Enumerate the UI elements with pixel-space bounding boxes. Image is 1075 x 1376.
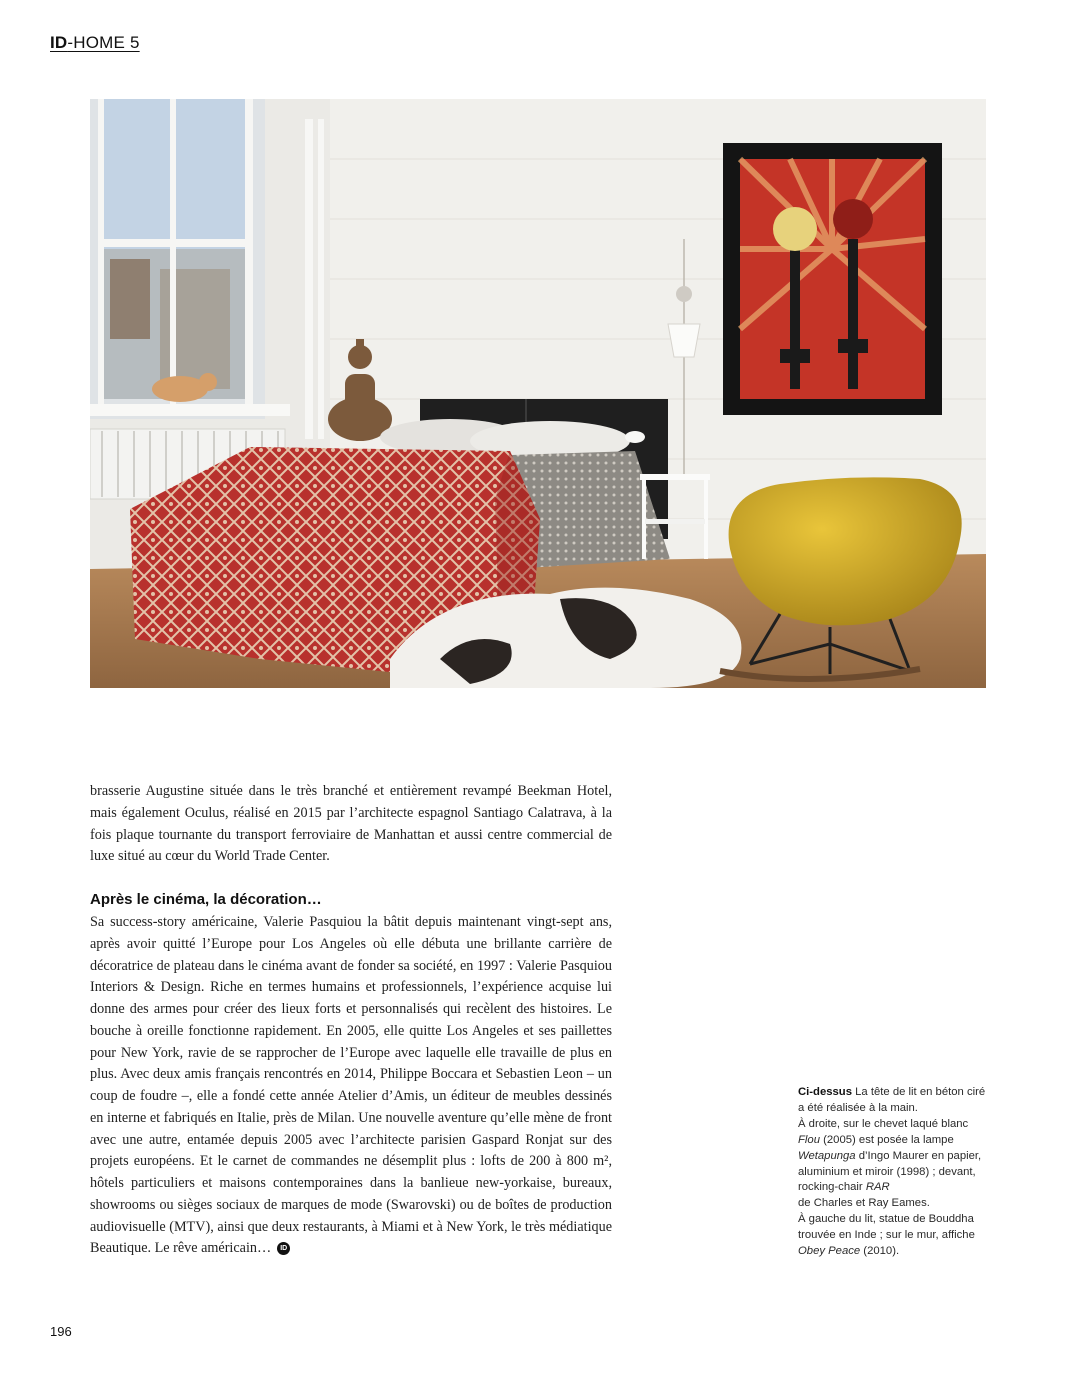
intro-paragraph — [90, 781, 612, 868]
section-subheading: Après le cinéma, la décoration… — [90, 891, 322, 908]
caption-italic-2: Wetapunga — [798, 1149, 856, 1162]
bedroom-photo — [90, 99, 986, 688]
caption-text-3: (2005) est posée la lampe — [819, 1133, 954, 1146]
caption-text-1: La tête de lit en béton ciré a été réalisée à la main. — [798, 1086, 986, 1114]
caption-italic-4: Obey Peace — [798, 1245, 861, 1258]
page-number: 196 — [50, 1324, 72, 1339]
caption-text-4: d’Ingo Maurer en papier, aluminium et miroir (1998) ; devant, rocking-chair — [798, 1149, 982, 1194]
caption-italic-1: Flou — [798, 1133, 820, 1146]
caption-text-7: (2010). — [860, 1245, 900, 1258]
bedroom-illustration — [90, 99, 986, 688]
caption-text-2: À droite, sur le chevet laqué blanc — [798, 1117, 969, 1130]
caption-text-6: À gauche du lit, statue de Bouddha trouvée en Inde ; sur le mur, affiche — [798, 1213, 975, 1242]
main-text: Sa success-story américaine, Valerie Pasquiou la bâtit depuis maintenant vingt-sept ans, après avoir quitté l’Europe pour Los Angeles où elle débuta une brillante carrière de décoratrice de plateau dans le cinéma avant de fonder sa société, en 1997 : Valerie Pasquiou Interiors & Design. Riche en termes humains et professionnels, l’expérience acquise lui donne des armes pour créer des lieux forts et personnalisés qui recèlent des histoires. Le bouche à oreille fonctionne rapidement. En 2005, elle quitte Los Angeles et ses paillettes pour New York, ravie de se rapprocher de l’Europe avec laquelle elle travaille de plus en plus. Avec deux amis français rencontrés en 2014, Philippe Boccara et Sebastien Leon – un coup de foudre –, elle a fondé cette année Atelier d’Amis, un éditeur de meubles dessinés en interne et fabriqués en Italie, près de Milan. Une nouvelle aventure qu’elle mène de front avec une autre, entamée depuis 2005 avec l’architecte parisien Gaspard Ronjat sur des projets européens. Et le carnet de commandes ne désemplit plus : lofts de 200 à 800 m², hôtels particuliers et maisons contemporaines dans la banlieue new-yorkaise, bureaux, showrooms ou sièges sociaux de marques de mode (Swarovski) ou de boîtes de production audiovisuelle (MTV), ainsi que deux restaurants, à Miami et à New York, le très médiatique Beautique. Le rêve américain… — [90, 914, 612, 1257]
caption-text-5: de Charles et Ray Eames. — [798, 1197, 930, 1210]
photo-caption — [798, 1085, 988, 1260]
running-header — [50, 33, 140, 53]
magazine-brand: ID — [50, 33, 68, 52]
intro-text: brasserie Augustine située dans le très branché et entièrement revampé Beekman Hotel, mais également Oculus, réalisé en 2015 par l’architecte espagnol Santiago Calatrava, à la fois plaque tournante du transport ferroviaire de Manhattan et aussi centre commercial de luxe situé au cœur du World Trade Center. — [90, 783, 612, 865]
caption-lead: Ci-dessus — [798, 1086, 852, 1098]
end-of-article-icon: ID — [277, 1242, 290, 1255]
main-paragraph — [90, 912, 612, 1260]
section-label: -HOME 5 — [67, 33, 140, 52]
caption-italic-3: RAR — [865, 1181, 890, 1194]
